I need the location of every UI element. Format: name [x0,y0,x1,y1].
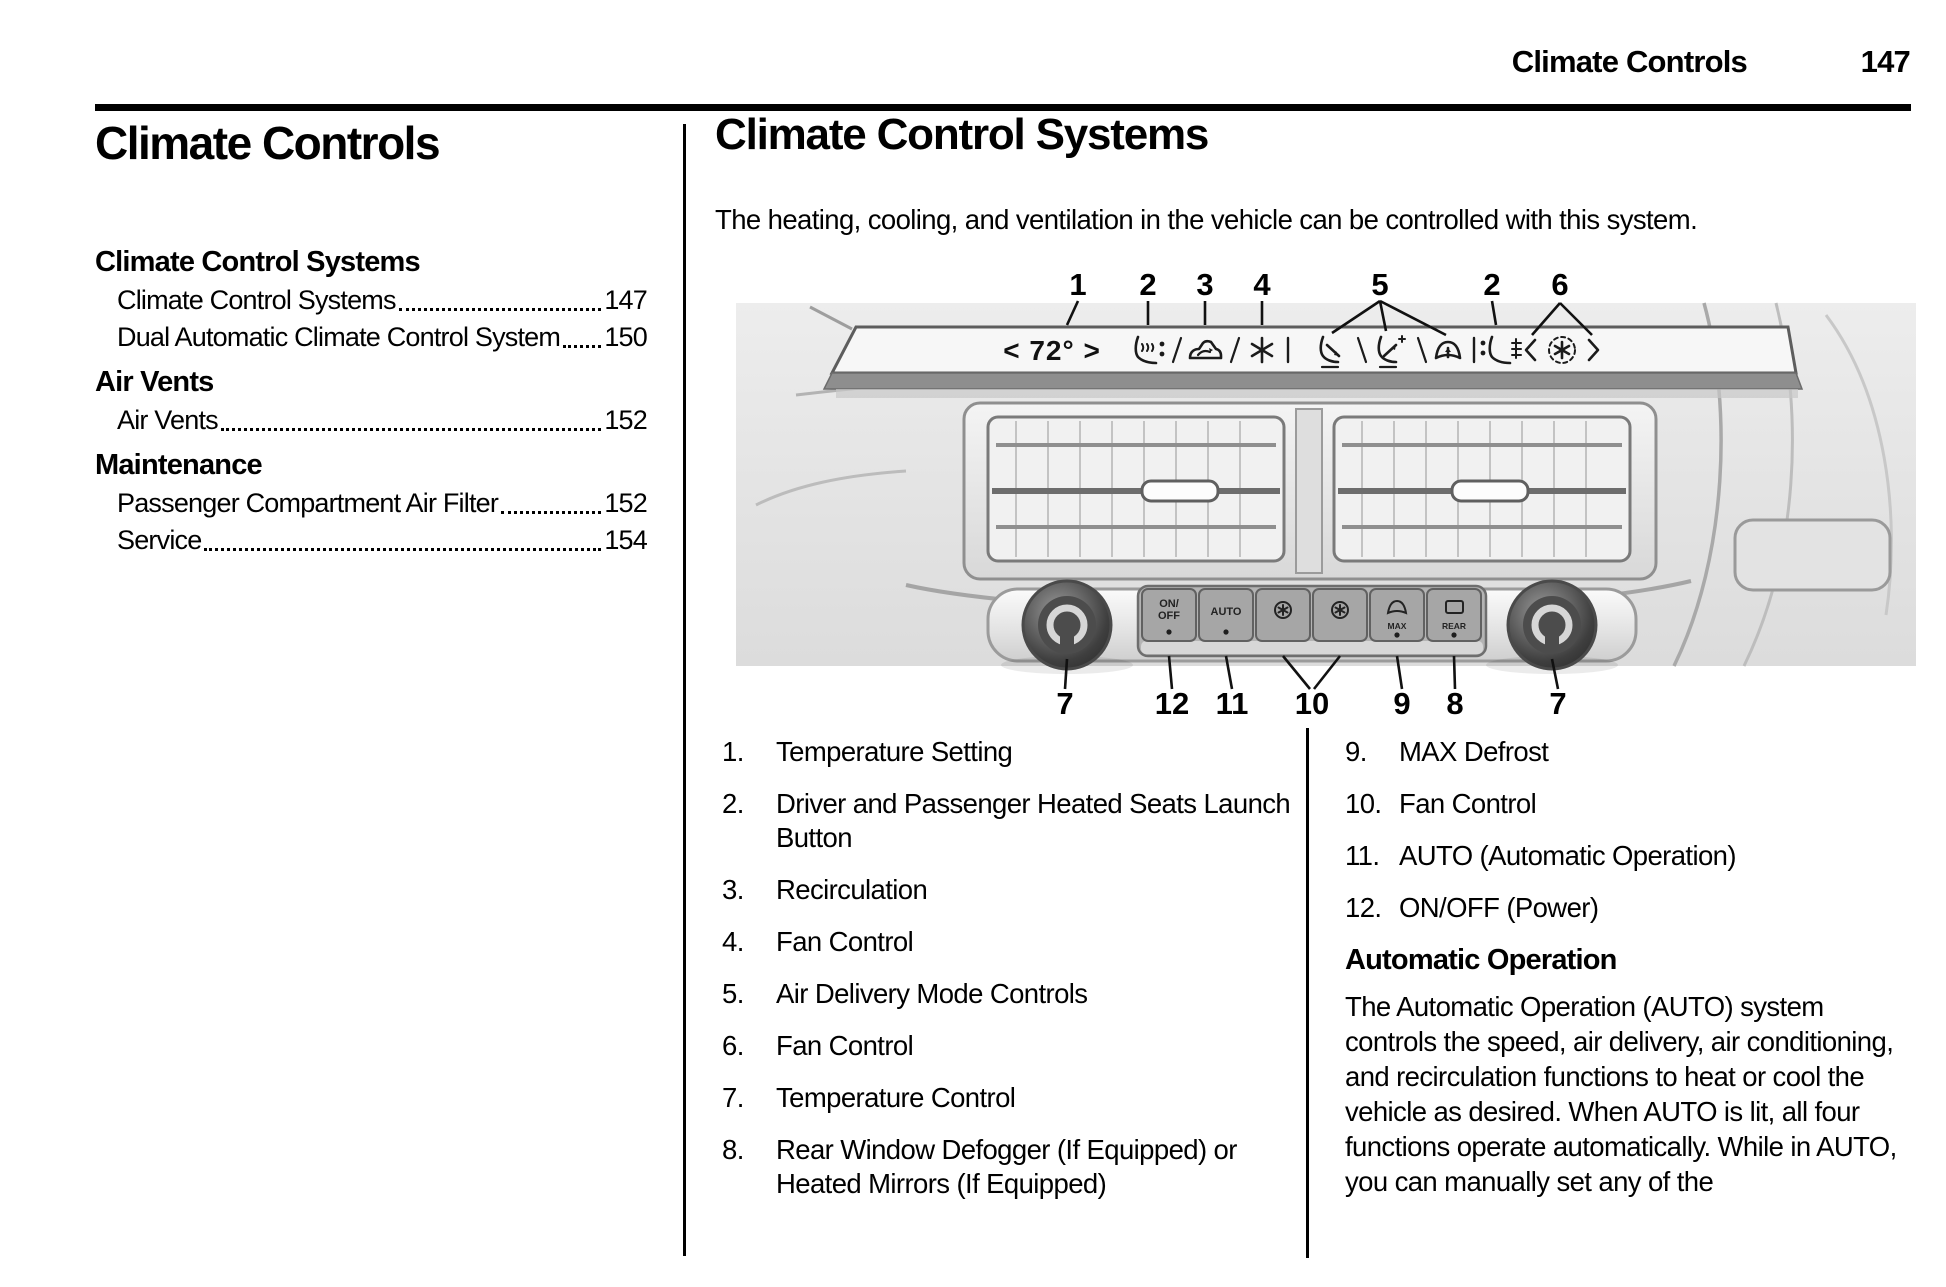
legend-list-left [722,735,1297,1219]
climate-control-fascia [988,581,1636,674]
toc-entry-label: Climate Control Systems [117,285,396,315]
temperature-knob-right [1508,581,1596,669]
toc-section-heading: Maintenance [95,449,262,481]
legend-text: Fan Control [776,926,914,957]
legend-item [722,977,1297,1011]
callout-7-right: 7 [1549,686,1567,715]
callout-4: 4 [1253,267,1271,302]
door-pocket [1735,520,1890,590]
callout-7-left: 7 [1056,686,1074,715]
legend-item [722,787,1297,855]
toc-entry-page: 150 [604,322,647,352]
legend-number: 1. [722,736,744,767]
vent-slider-handle [1452,481,1528,501]
legend-number: 11. [1345,840,1380,871]
toc-entry-page: 152 [604,405,647,435]
running-header-title: Climate Controls [1511,44,1747,79]
legend-item [722,1081,1297,1115]
legend-number: 2. [722,788,744,819]
temperature-display: < 72° > [1003,335,1101,366]
subsection-heading: Automatic Operation [1345,944,1617,976]
callout-8: 8 [1446,686,1464,715]
legend-text: Rear Window Defogger (If Equipped) or Heated Mirrors (If Equipped) [776,1134,1237,1199]
legend-number: 3. [722,874,744,905]
body-paragraph: The Automatic Operation (AUTO) system controls the speed, air delivery, air conditioning, and recirculation functions to heat or cool the vehicle as desired. When AUTO is lit, all four functions operate automatically. While in AUTO, you can manually set any of the [1345,991,1897,1197]
dashboard-rendering [736,303,1916,674]
legend-text: Temperature Control [776,1082,1016,1113]
toc-entry [117,403,647,437]
callout-11: 11 [1215,686,1249,715]
toc-section-heading: Air Vents [95,366,214,398]
rear-label: REAR [1441,621,1467,631]
legend-number: 8. [722,1134,744,1165]
toc-entry [117,486,647,520]
legend-text: Temperature Setting [776,736,1013,767]
legend-item [722,1029,1297,1063]
toc-entry [117,523,647,557]
button-strip [1138,586,1486,656]
legend-text: Driver and Passenger Heated Seats Launch Button [776,788,1291,853]
legend-item [722,873,1297,907]
toc-section-heading: Climate Control Systems [95,246,420,278]
legend-item [1345,735,1917,769]
on-off-label: ON/ [1159,598,1179,610]
on-off-label2: OFF [1158,610,1180,622]
left-vent [988,417,1284,561]
intro-paragraph: The heating, cooling, and ventilation in the vehicle can be controlled with this system. [715,204,1698,235]
legend-item [1345,787,1917,821]
callout-9: 9 [1393,686,1411,715]
legend-text: Fan Control [776,1030,914,1061]
table-of-contents [95,244,647,558]
temperature-knob-left [1023,581,1111,669]
callout-12: 12 [1154,686,1190,715]
toc-entry [117,283,647,317]
page-number: 147 [1860,44,1910,79]
toc-entry-label: Dual Automatic Climate Control System [117,322,561,352]
legend-item [1345,839,1917,873]
legend-item [722,925,1297,959]
climate-panel-figure [736,255,1916,715]
legend-number: 7. [722,1082,744,1113]
max-label: MAX [1387,621,1407,631]
toc-entry-label: Air Vents [117,405,218,435]
callout-2: 2 [1139,267,1157,302]
legend-item [1345,891,1917,925]
dot-leader [399,308,602,311]
chapter-title: Climate Controls [95,117,440,169]
auto-label: AUTO [1210,606,1242,618]
toc-entry-label: Service [117,525,202,555]
callout-1: 1 [1069,267,1087,302]
legend-number: 6. [722,1030,744,1061]
legend-text: AUTO (Automatic Operation) [1399,840,1736,871]
legend-number: 12. [1345,892,1382,923]
legend-number: 4. [722,926,744,957]
column-divider [683,124,686,1256]
air-vents [906,403,1691,612]
toc-entry-label: Passenger Compartment Air Filter [117,488,499,518]
legend-item [722,1133,1297,1201]
legend-text: MAX Defrost [1399,736,1549,767]
callout-6: 6 [1551,267,1569,302]
callout-2b: 2 [1483,267,1501,302]
dot-leader [204,548,601,551]
legend-number: 10. [1345,788,1382,819]
legend-number: 5. [722,978,744,1009]
toc-entry [117,320,647,354]
right-vent [1334,417,1630,561]
legend-number: 9. [1345,736,1367,767]
legend-column-divider [1306,728,1309,1258]
legend-text: ON/OFF (Power) [1399,892,1599,923]
callout-5: 5 [1371,267,1389,302]
toc-entry-page: 147 [604,285,647,315]
dot-leader [221,428,601,431]
dot-leader [563,345,601,348]
legend-item [722,735,1297,769]
vent-slider-handle [1142,481,1218,501]
legend-text: Air Delivery Mode Controls [776,978,1088,1009]
legend-list-right [1345,735,1917,1199]
callout-3: 3 [1196,267,1214,302]
callout-10: 10 [1294,686,1330,715]
toc-entry-page: 154 [604,525,647,555]
section-title: Climate Control Systems [715,110,1209,159]
toc-entry-page: 152 [604,488,647,518]
dot-leader [501,511,601,514]
legend-text: Recirculation [776,874,928,905]
legend-text: Fan Control [1399,788,1537,819]
